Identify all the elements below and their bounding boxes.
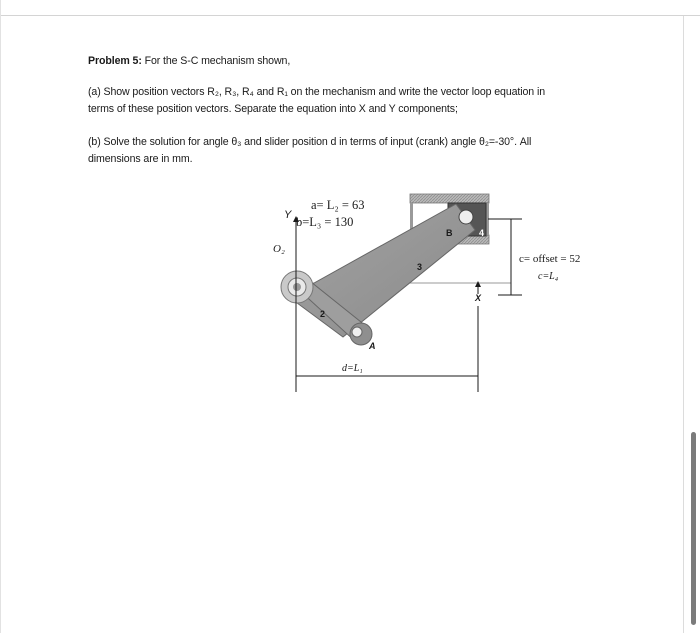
x-axis-arrowhead — [475, 281, 481, 287]
part-a-line-2: terms of these position vectors. Separate the equation into X and Y components; — [88, 103, 458, 115]
label-point-a: A — [369, 341, 376, 351]
label-o2: O₂ — [273, 243, 285, 255]
o2-pin-center — [293, 283, 301, 291]
label-d-l1: d=L₁ — [342, 363, 363, 374]
problem-number: Problem 5: — [88, 55, 142, 67]
label-offset: c= offset = 52 — [519, 253, 581, 265]
label-y-axis: Y — [284, 209, 292, 221]
label-a-length: a= L₂ = 63 — [311, 198, 365, 212]
problem-intro: For the S-C mechanism shown, — [141, 55, 291, 67]
label-b-length: b=L₃ = 130 — [296, 215, 354, 229]
part-b-line-1: (b) Solve the solution for angle θ₃ and slider position d in terms of input (crank) angle θ₂=-30°. All — [88, 136, 532, 148]
label-point-b: B — [446, 228, 453, 238]
label-link-3: 3 — [417, 262, 423, 272]
label-c-l4: c=L₄ — [538, 271, 559, 282]
label-x-axis: X — [475, 293, 482, 303]
joint-b — [459, 210, 473, 224]
part-a-line-1: (a) Show position vectors R₂, R₃, R₄ and R₁ on the mechanism and write the vector loop equation in — [88, 86, 545, 98]
label-link-4: 4 — [479, 228, 485, 238]
part-b-line-2: dimensions are in mm. — [88, 153, 193, 165]
upper-guide-rail — [410, 194, 489, 203]
joint-a — [352, 327, 362, 337]
label-link-2: 2 — [320, 309, 326, 319]
